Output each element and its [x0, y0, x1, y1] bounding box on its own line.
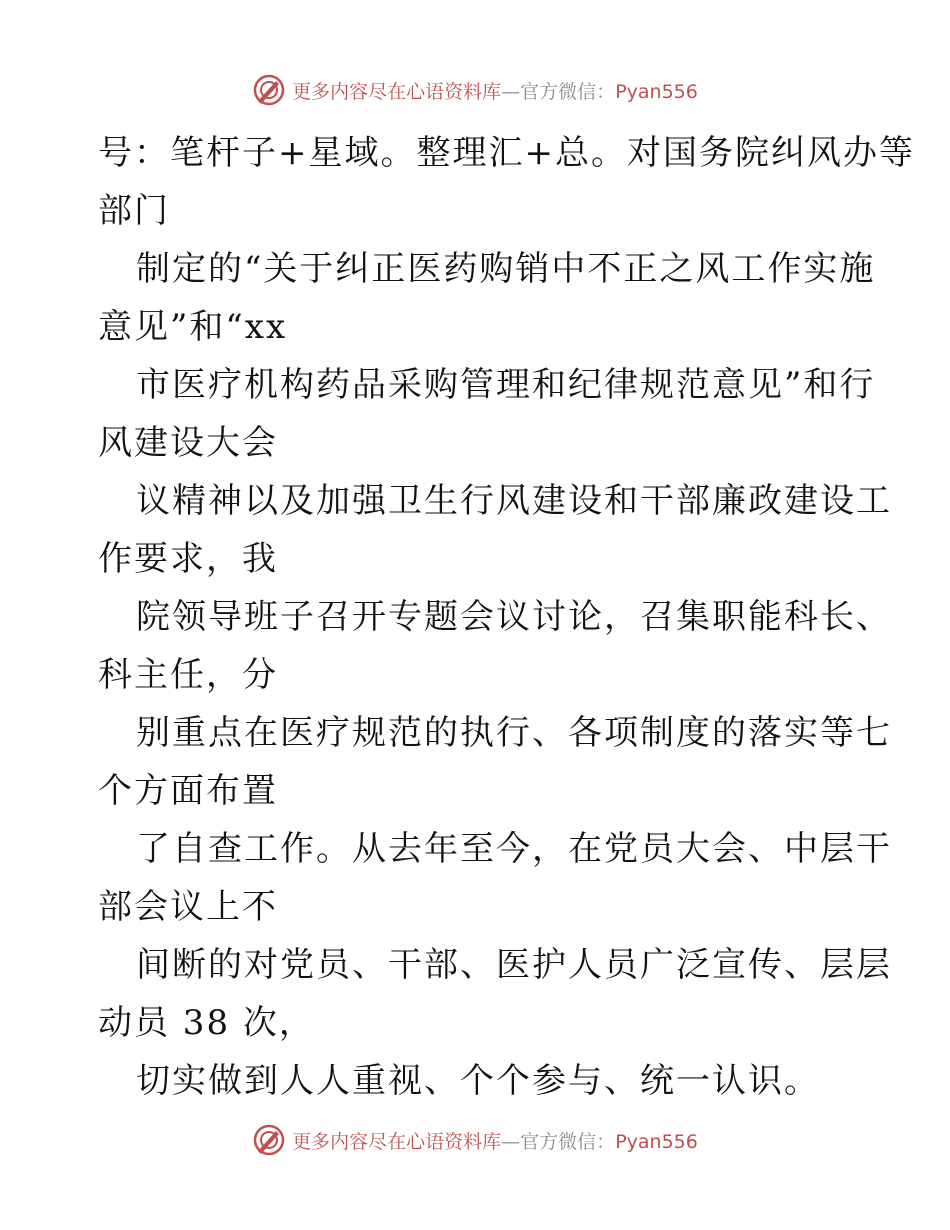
body-line: 切实做到人人重视、个个参与、统一认识。	[136, 1061, 820, 1101]
banner-official-label: 官方微信：	[520, 1130, 616, 1153]
brand-logo-icon	[252, 73, 286, 107]
banner-dash: —	[501, 1130, 521, 1153]
body-line: 动员 38 次，	[98, 1003, 315, 1043]
banner-brand-text: 更多内容尽在心语资料库	[292, 80, 502, 103]
footer-banner	[0, 1120, 950, 1160]
header-banner	[0, 70, 950, 110]
banner-official-label: 官方微信：	[520, 80, 616, 103]
body-line: 院领导班子召开专题会议讨论，召集职能科长、	[136, 597, 892, 637]
banner-wechat-id: Pyan556	[615, 1130, 698, 1153]
body-line: 科主任，分	[98, 655, 278, 695]
body-line: 议精神以及加强卫生行风建设和干部廉政建设工	[136, 481, 892, 521]
body-line: 作要求，我	[98, 539, 278, 579]
banner-wechat-id: Pyan556	[615, 80, 698, 103]
brand-logo-icon	[252, 1123, 286, 1157]
body-line: 风建设大会	[98, 423, 278, 463]
body-line: 号：笔杆子+星域。整理汇+总。对国务院纠风办等	[98, 133, 915, 173]
body-line: 制定的“关于纠正医药购销中不正之风工作实施	[136, 249, 876, 289]
body-line: 个方面布置	[98, 771, 278, 811]
body-line: 市医疗机构药品采购管理和纪律规范意见”和行	[136, 365, 876, 405]
banner-brand-text: 更多内容尽在心语资料库	[292, 1130, 502, 1153]
body-line: 部会议上不	[98, 887, 278, 927]
banner-dash: —	[501, 80, 521, 103]
body-line: 意见”和“xx	[98, 307, 288, 347]
body-line: 部门	[98, 191, 170, 231]
document-body	[98, 124, 915, 1110]
body-line: 别重点在医疗规范的执行、各项制度的落实等七	[136, 713, 892, 753]
body-line: 间断的对党员、干部、医护人员广泛宣传、层层	[136, 945, 892, 985]
body-line: 了自查工作。从去年至今，在党员大会、中层干	[136, 829, 892, 869]
